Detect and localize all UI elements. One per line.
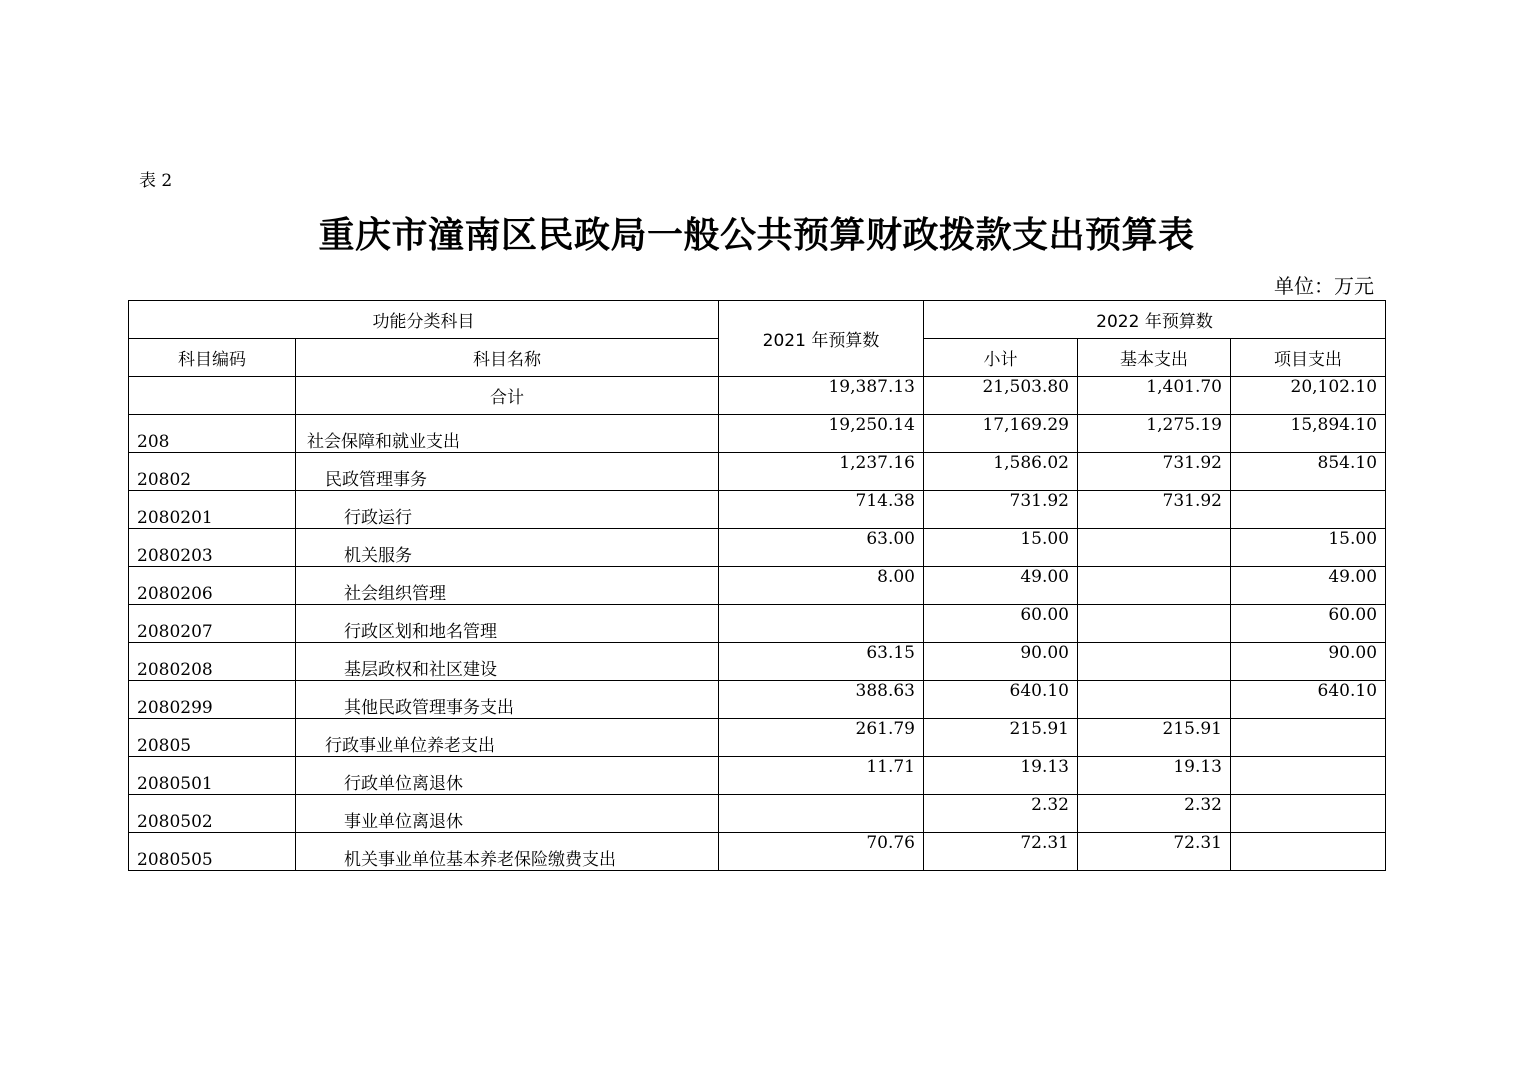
row-name: 基层政权和社区建设 [296,643,719,681]
row-budget-2021: 11.71 [719,757,924,795]
header-name: 科目名称 [296,339,719,377]
row-subtotal: 17,169.29 [924,415,1078,453]
row-budget-2021: 1,237.16 [719,453,924,491]
budget-table [128,300,1386,871]
row-subtotal: 2.32 [924,795,1078,833]
row-subtotal: 60.00 [924,605,1078,643]
header-subtotal: 小计 [924,339,1078,377]
table-body [129,377,1386,871]
row-budget-2021: 63.15 [719,643,924,681]
row-budget-2021: 8.00 [719,567,924,605]
row-code: 2080207 [129,605,296,643]
table-row [129,681,1386,719]
table-row [129,643,1386,681]
row-subtotal: 19.13 [924,757,1078,795]
total-basic: 1,401.70 [1078,377,1231,415]
row-code: 2080208 [129,643,296,681]
row-basic: 731.92 [1078,491,1231,529]
row-code: 20805 [129,719,296,757]
row-project [1231,795,1386,833]
row-project [1231,491,1386,529]
row-name: 民政管理事务 [296,453,719,491]
row-project: 49.00 [1231,567,1386,605]
row-code: 2080206 [129,567,296,605]
row-basic: 19.13 [1078,757,1231,795]
row-basic [1078,529,1231,567]
table-row [129,605,1386,643]
table-row [129,567,1386,605]
header-functional-category: 功能分类科目 [129,301,719,339]
row-code: 2080299 [129,681,296,719]
row-basic [1078,681,1231,719]
header-budget-2022: 2022 年预算数 [924,301,1386,339]
table-row [129,719,1386,757]
row-budget-2021: 70.76 [719,833,924,871]
row-name: 行政区划和地名管理 [296,605,719,643]
total-code-cell [129,377,296,415]
header-basic-expenditure: 基本支出 [1078,339,1231,377]
row-subtotal: 215.91 [924,719,1078,757]
table-row [129,415,1386,453]
table-number-label: 表 2 [139,171,173,191]
row-budget-2021: 19,250.14 [719,415,924,453]
row-name: 行政事业单位养老支出 [296,719,719,757]
total-budget-2021: 19,387.13 [719,377,924,415]
table-row [129,529,1386,567]
row-project [1231,757,1386,795]
row-budget-2021: 63.00 [719,529,924,567]
total-subtotal: 21,503.80 [924,377,1078,415]
row-project: 15.00 [1231,529,1386,567]
table-row [129,491,1386,529]
row-project [1231,719,1386,757]
row-subtotal: 72.31 [924,833,1078,871]
row-basic [1078,605,1231,643]
row-code: 208 [129,415,296,453]
row-code: 2080502 [129,795,296,833]
page-title: 重庆市潼南区民政局一般公共预算财政拨款支出预算表 [318,215,1195,256]
row-name: 机关事业单位基本养老保险缴费支出 [296,833,719,871]
row-basic: 731.92 [1078,453,1231,491]
row-project: 60.00 [1231,605,1386,643]
row-basic [1078,567,1231,605]
row-name: 社会保障和就业支出 [296,415,719,453]
table-row [129,453,1386,491]
row-basic: 1,275.19 [1078,415,1231,453]
row-subtotal: 1,586.02 [924,453,1078,491]
row-code: 2080501 [129,757,296,795]
row-subtotal: 731.92 [924,491,1078,529]
row-name: 事业单位离退休 [296,795,719,833]
row-subtotal: 640.10 [924,681,1078,719]
row-budget-2021 [719,795,924,833]
row-project: 90.00 [1231,643,1386,681]
row-budget-2021: 714.38 [719,491,924,529]
row-name: 其他民政管理事务支出 [296,681,719,719]
row-subtotal: 15.00 [924,529,1078,567]
table-header [129,301,1386,377]
table-row [129,833,1386,871]
row-budget-2021: 388.63 [719,681,924,719]
row-project [1231,833,1386,871]
row-budget-2021: 261.79 [719,719,924,757]
row-code: 2080203 [129,529,296,567]
header-budget-2021: 2021 年预算数 [719,301,924,377]
row-project: 15,894.10 [1231,415,1386,453]
table-row [129,757,1386,795]
row-code: 20802 [129,453,296,491]
row-basic [1078,643,1231,681]
row-name: 社会组织管理 [296,567,719,605]
table-row [129,795,1386,833]
header-code: 科目编码 [129,339,296,377]
row-name: 行政单位离退休 [296,757,719,795]
unit-label: 单位：万元 [1274,274,1374,298]
row-budget-2021 [719,605,924,643]
row-name: 机关服务 [296,529,719,567]
row-basic: 2.32 [1078,795,1231,833]
total-project: 20,102.10 [1231,377,1386,415]
row-code: 2080505 [129,833,296,871]
row-subtotal: 49.00 [924,567,1078,605]
row-name: 行政运行 [296,491,719,529]
header-project-expenditure: 项目支出 [1231,339,1386,377]
row-basic: 72.31 [1078,833,1231,871]
total-row [129,377,1386,415]
row-project: 854.10 [1231,453,1386,491]
total-label: 合计 [296,377,719,415]
row-code: 2080201 [129,491,296,529]
row-subtotal: 90.00 [924,643,1078,681]
row-project: 640.10 [1231,681,1386,719]
row-basic: 215.91 [1078,719,1231,757]
